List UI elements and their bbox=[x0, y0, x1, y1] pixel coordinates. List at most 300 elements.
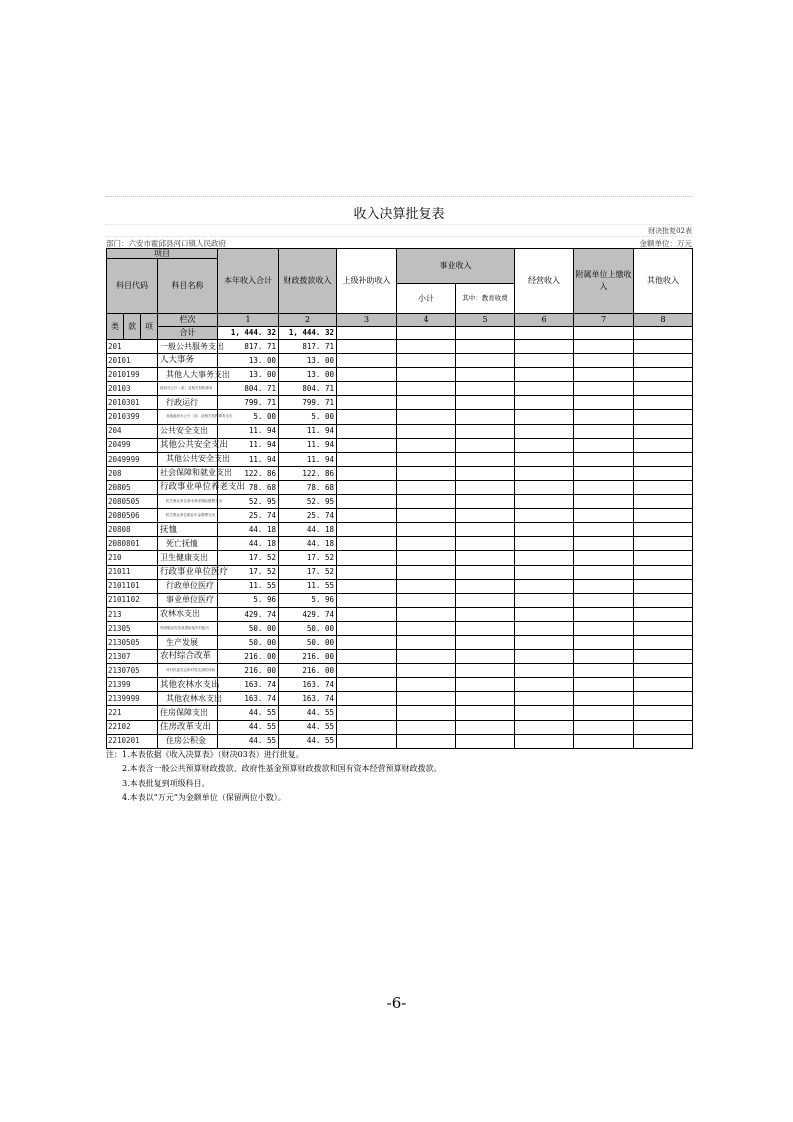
empty-cell bbox=[515, 593, 574, 607]
empty-cell bbox=[515, 424, 574, 438]
row-total-income: 216. 00 bbox=[218, 664, 279, 678]
empty-cell bbox=[456, 706, 515, 720]
empty-cell bbox=[634, 734, 693, 748]
empty-cell bbox=[574, 523, 634, 537]
row-fiscal: 78. 68 bbox=[279, 480, 337, 494]
col-no-5: 5 bbox=[456, 314, 515, 327]
empty-cell bbox=[515, 452, 574, 466]
empty-cell bbox=[634, 340, 693, 354]
title-row bbox=[106, 196, 692, 224]
empty-cell bbox=[515, 354, 574, 368]
table-row bbox=[107, 452, 693, 466]
empty-cell bbox=[397, 664, 456, 678]
row-code: 2080505 bbox=[107, 495, 158, 509]
empty-cell bbox=[397, 720, 456, 734]
table-row bbox=[107, 621, 693, 635]
row-total-income: 13. 00 bbox=[218, 368, 279, 382]
empty-cell bbox=[515, 650, 574, 664]
empty-cell bbox=[397, 706, 456, 720]
income-final-account-sheet bbox=[106, 196, 692, 809]
empty-cell bbox=[574, 495, 634, 509]
row-name: 人大事务 bbox=[158, 354, 218, 368]
empty-cell bbox=[574, 734, 634, 748]
empty-cell bbox=[397, 509, 456, 523]
empty-cell bbox=[456, 495, 515, 509]
row-code: 21011 bbox=[107, 565, 158, 579]
row-fiscal: 804. 71 bbox=[279, 382, 337, 396]
col-no-1: 1 bbox=[218, 314, 279, 327]
empty-cell bbox=[574, 452, 634, 466]
row-fiscal: 44. 18 bbox=[279, 537, 337, 551]
empty-cell bbox=[574, 635, 634, 649]
empty-cell bbox=[337, 480, 397, 494]
header-fiscal: 财政拨款收入 bbox=[279, 249, 337, 314]
row-name: 抚恤 bbox=[158, 523, 218, 537]
empty-cell bbox=[515, 579, 574, 593]
row-name: 政府办公厅（室）及相关机构事务 bbox=[158, 382, 218, 396]
empty-cell bbox=[337, 537, 397, 551]
empty-cell bbox=[456, 621, 515, 635]
row-name: 行政事业单位养老支出 bbox=[158, 480, 218, 494]
row-code: 2101102 bbox=[107, 593, 158, 607]
row-fiscal: 11. 94 bbox=[279, 424, 337, 438]
empty-cell bbox=[574, 368, 634, 382]
empty-cell bbox=[337, 382, 397, 396]
row-name: 农村综合改革 bbox=[158, 650, 218, 664]
empty-cell bbox=[337, 551, 397, 565]
row-name: 其他公共安全支出 bbox=[158, 452, 218, 466]
empty-cell bbox=[456, 678, 515, 692]
row-name: 巩固脱贫攻坚成果衔接乡村振兴 bbox=[158, 621, 218, 635]
empty-cell bbox=[456, 537, 515, 551]
empty-cell bbox=[456, 565, 515, 579]
table-row bbox=[107, 495, 693, 509]
empty-cell bbox=[337, 495, 397, 509]
row-total-income: 5. 96 bbox=[218, 593, 279, 607]
row-fiscal: 17. 52 bbox=[279, 565, 337, 579]
empty-cell bbox=[634, 678, 693, 692]
row-code: 2080506 bbox=[107, 509, 158, 523]
row-name: 其他公共安全支出 bbox=[158, 438, 218, 452]
table-code: 财决批复02表 bbox=[648, 227, 692, 235]
empty-cell bbox=[634, 720, 693, 734]
empty-cell bbox=[634, 635, 693, 649]
empty-cell bbox=[574, 438, 634, 452]
empty-cell bbox=[574, 664, 634, 678]
row-code: 2130505 bbox=[107, 635, 158, 649]
empty-cell bbox=[634, 650, 693, 664]
empty-cell bbox=[574, 382, 634, 396]
department-label: 部门：六安市霍邱县河口镇人民政府 bbox=[106, 239, 226, 248]
row-name: 机关事业单位职业年金缴费支出 bbox=[158, 509, 218, 523]
col-no-7: 7 bbox=[574, 314, 634, 327]
empty-cell bbox=[634, 480, 693, 494]
row-total-income: 429. 74 bbox=[218, 607, 279, 621]
header-business-subtotal: 小计 bbox=[397, 284, 456, 314]
row-name: 其他农林水支出 bbox=[158, 678, 218, 692]
empty-cell bbox=[574, 509, 634, 523]
empty-cell bbox=[337, 650, 397, 664]
row-total-income: 44. 18 bbox=[218, 537, 279, 551]
table-row bbox=[107, 551, 693, 565]
row-name: 行政运行 bbox=[158, 396, 218, 410]
unit-label: 金额单位：万元 bbox=[639, 239, 692, 248]
page-number: -6- bbox=[386, 994, 407, 1012]
page-title: 收入决算批复表 bbox=[353, 207, 445, 222]
empty-cell bbox=[397, 396, 456, 410]
row-code: 2010301 bbox=[107, 396, 158, 410]
empty-cell bbox=[397, 635, 456, 649]
empty-cell bbox=[574, 466, 634, 480]
empty-cell bbox=[634, 410, 693, 424]
empty-cell bbox=[456, 509, 515, 523]
empty-cell bbox=[337, 621, 397, 635]
empty-cell bbox=[574, 354, 634, 368]
empty-cell bbox=[337, 706, 397, 720]
empty-cell bbox=[515, 607, 574, 621]
table-row bbox=[107, 579, 693, 593]
empty-cell bbox=[397, 438, 456, 452]
row-total-income: 78. 68 bbox=[218, 480, 279, 494]
empty-cell bbox=[574, 340, 634, 354]
empty-cell bbox=[456, 438, 515, 452]
row-fiscal: 11. 55 bbox=[279, 579, 337, 593]
table-row bbox=[107, 466, 693, 480]
row-code: 221 bbox=[107, 706, 158, 720]
table-row bbox=[107, 410, 693, 424]
table-row bbox=[107, 354, 693, 368]
row-fiscal: 13. 00 bbox=[279, 368, 337, 382]
empty-cell bbox=[515, 495, 574, 509]
empty-cell bbox=[397, 452, 456, 466]
row-total-income: 163. 74 bbox=[218, 692, 279, 706]
empty-cell bbox=[456, 734, 515, 748]
row-name: 社会保障和就业支出 bbox=[158, 466, 218, 480]
note-3: 3.本表批复到项级科目。 bbox=[122, 778, 210, 788]
row-code: 2139999 bbox=[107, 692, 158, 706]
header-business-edu: 其中：教育收费 bbox=[456, 284, 515, 314]
row-name: 住房改革支出 bbox=[158, 720, 218, 734]
table-row bbox=[107, 678, 693, 692]
row-code: 208 bbox=[107, 466, 158, 480]
row-name: 行政事业单位医疗 bbox=[158, 565, 218, 579]
header-operating: 经营收入 bbox=[515, 249, 574, 314]
empty-cell bbox=[456, 452, 515, 466]
empty-cell bbox=[456, 551, 515, 565]
col-no-8: 8 bbox=[634, 314, 693, 327]
row-name: 生产发展 bbox=[158, 635, 218, 649]
total-income-value: 1, 444. 32 bbox=[218, 327, 279, 340]
row-name: 农林水支出 bbox=[158, 607, 218, 621]
row-name: 行政单位医疗 bbox=[158, 579, 218, 593]
row-fiscal: 50. 00 bbox=[279, 621, 337, 635]
row-code: 21307 bbox=[107, 650, 158, 664]
row-code: 204 bbox=[107, 424, 158, 438]
row-total-income: 799. 71 bbox=[218, 396, 279, 410]
empty-cell bbox=[397, 495, 456, 509]
empty-cell bbox=[515, 551, 574, 565]
empty-cell bbox=[634, 621, 693, 635]
row-fiscal: 11. 94 bbox=[279, 438, 337, 452]
empty-cell bbox=[515, 621, 574, 635]
row-code: 20808 bbox=[107, 523, 158, 537]
empty-cell bbox=[634, 438, 693, 452]
empty-cell bbox=[634, 692, 693, 706]
row-total-income: 17. 52 bbox=[218, 551, 279, 565]
empty-cell bbox=[337, 354, 397, 368]
header-affiliated: 附属单位上缴收入 bbox=[574, 249, 634, 314]
empty-cell bbox=[634, 664, 693, 678]
table-row bbox=[107, 664, 693, 678]
row-total-income: 50. 00 bbox=[218, 635, 279, 649]
empty-cell bbox=[456, 650, 515, 664]
empty-cell bbox=[634, 424, 693, 438]
empty-cell bbox=[456, 523, 515, 537]
row-name: 其他农林水支出 bbox=[158, 692, 218, 706]
notes bbox=[106, 751, 692, 809]
empty-cell bbox=[337, 466, 397, 480]
empty-cell bbox=[456, 579, 515, 593]
header-other: 其他收入 bbox=[634, 249, 693, 314]
row-code: 2130705 bbox=[107, 664, 158, 678]
empty-cell bbox=[397, 424, 456, 438]
empty-cell bbox=[515, 706, 574, 720]
row-fiscal: 44. 55 bbox=[279, 706, 337, 720]
empty-cell bbox=[337, 664, 397, 678]
row-fiscal: 44. 55 bbox=[279, 734, 337, 748]
empty-cell bbox=[634, 382, 693, 396]
empty-cell bbox=[574, 607, 634, 621]
row-total-income: 11. 94 bbox=[218, 438, 279, 452]
row-code: 2101101 bbox=[107, 579, 158, 593]
empty-cell bbox=[574, 650, 634, 664]
col-no-4: 4 bbox=[397, 314, 456, 327]
row-fiscal: 216. 00 bbox=[279, 650, 337, 664]
empty-cell bbox=[337, 438, 397, 452]
row-fiscal: 25. 74 bbox=[279, 509, 337, 523]
empty-cell bbox=[456, 720, 515, 734]
empty-cell bbox=[515, 635, 574, 649]
row-total-income: 5. 00 bbox=[218, 410, 279, 424]
col-no-3: 3 bbox=[337, 314, 397, 327]
empty-cell bbox=[456, 396, 515, 410]
empty-cell bbox=[634, 579, 693, 593]
empty-cell bbox=[574, 579, 634, 593]
table-row bbox=[107, 480, 693, 494]
row-total-income: 122. 86 bbox=[218, 466, 279, 480]
empty-cell bbox=[397, 523, 456, 537]
row-code: 21399 bbox=[107, 678, 158, 692]
row-fiscal: 163. 74 bbox=[279, 678, 337, 692]
row-name: 一般公共服务支出 bbox=[158, 340, 218, 354]
row-fiscal: 163. 74 bbox=[279, 692, 337, 706]
empty-cell bbox=[515, 382, 574, 396]
row-fiscal: 44. 55 bbox=[279, 720, 337, 734]
total-label: 合计 bbox=[158, 327, 218, 340]
header-subject-name: 科目名称 bbox=[158, 259, 218, 314]
empty-cell bbox=[397, 734, 456, 748]
empty-cell bbox=[337, 579, 397, 593]
empty-cell bbox=[515, 509, 574, 523]
empty-cell bbox=[456, 466, 515, 480]
empty-cell bbox=[456, 424, 515, 438]
empty-cell bbox=[634, 354, 693, 368]
empty-cell bbox=[634, 523, 693, 537]
row-name: 事业单位医疗 bbox=[158, 593, 218, 607]
table-row bbox=[107, 635, 693, 649]
empty-cell bbox=[574, 593, 634, 607]
col-no-2: 2 bbox=[279, 314, 337, 327]
empty-cell bbox=[515, 466, 574, 480]
empty-cell bbox=[634, 509, 693, 523]
row-code: 20103 bbox=[107, 382, 158, 396]
row-total-income: 13. 00 bbox=[218, 354, 279, 368]
row-code: 201 bbox=[107, 340, 158, 354]
empty-cell bbox=[337, 523, 397, 537]
table-row bbox=[107, 396, 693, 410]
header-item: 项目 bbox=[107, 249, 218, 259]
table-row bbox=[107, 706, 693, 720]
header-total-income: 本年收入合计 bbox=[218, 249, 279, 314]
empty-cell bbox=[574, 720, 634, 734]
empty-cell bbox=[397, 692, 456, 706]
header-entry: 项 bbox=[141, 314, 158, 340]
row-fiscal: 5. 00 bbox=[279, 410, 337, 424]
header-column-no: 栏次 bbox=[158, 314, 218, 327]
empty-cell bbox=[515, 565, 574, 579]
empty-cell bbox=[337, 720, 397, 734]
row-fiscal: 17. 52 bbox=[279, 551, 337, 565]
empty-cell bbox=[397, 537, 456, 551]
empty-cell bbox=[337, 509, 397, 523]
row-total-income: 44. 55 bbox=[218, 706, 279, 720]
row-total-income: 216. 00 bbox=[218, 650, 279, 664]
empty-cell bbox=[515, 438, 574, 452]
table-row bbox=[107, 734, 693, 748]
empty-cell bbox=[515, 692, 574, 706]
empty-cell bbox=[397, 678, 456, 692]
empty-cell bbox=[397, 382, 456, 396]
row-name: 住房保障支出 bbox=[158, 706, 218, 720]
note-2: 2.本表含一般公共预算财政拨款、政府性基金预算财政拨款和国有资本经营预算财政拨款。 bbox=[122, 764, 442, 774]
row-code: 2010199 bbox=[107, 368, 158, 382]
table-row bbox=[107, 368, 693, 382]
table-code-row bbox=[106, 224, 692, 236]
income-table bbox=[106, 248, 693, 749]
empty-cell bbox=[574, 678, 634, 692]
row-total-income: 25. 74 bbox=[218, 509, 279, 523]
row-fiscal: 50. 00 bbox=[279, 635, 337, 649]
row-total-income: 50. 00 bbox=[218, 621, 279, 635]
header-class: 类 bbox=[107, 314, 124, 340]
row-name: 其他人大事务支出 bbox=[158, 368, 218, 382]
row-code: 20499 bbox=[107, 438, 158, 452]
empty-cell bbox=[515, 410, 574, 424]
table-row bbox=[107, 720, 693, 734]
row-fiscal: 11. 94 bbox=[279, 452, 337, 466]
empty-cell bbox=[515, 734, 574, 748]
row-code: 20805 bbox=[107, 480, 158, 494]
row-code: 20101 bbox=[107, 354, 158, 368]
row-fiscal: 799. 71 bbox=[279, 396, 337, 410]
note-1: 注：1.本表依据《收入决算表》（财决03表）进行批复。 bbox=[106, 749, 304, 759]
empty-cell bbox=[397, 593, 456, 607]
empty-cell bbox=[634, 537, 693, 551]
row-code: 22102 bbox=[107, 720, 158, 734]
table-row bbox=[107, 607, 693, 621]
table-row bbox=[107, 593, 693, 607]
row-name: 卫生健康支出 bbox=[158, 551, 218, 565]
empty-cell bbox=[456, 607, 515, 621]
empty-cell bbox=[337, 368, 397, 382]
header-business: 事业收入 bbox=[397, 249, 515, 284]
empty-cell bbox=[634, 466, 693, 480]
row-total-income: 11. 94 bbox=[218, 424, 279, 438]
empty-cell bbox=[574, 480, 634, 494]
empty-cell bbox=[574, 621, 634, 635]
row-code: 2210201 bbox=[107, 734, 158, 748]
row-code: 210 bbox=[107, 551, 158, 565]
row-fiscal: 52. 95 bbox=[279, 495, 337, 509]
empty-cell bbox=[397, 621, 456, 635]
empty-cell bbox=[574, 410, 634, 424]
row-name: 住房公积金 bbox=[158, 734, 218, 748]
row-name: 对村民委员会和村党支部的补助 bbox=[158, 664, 218, 678]
empty-cell bbox=[574, 565, 634, 579]
table-row bbox=[107, 424, 693, 438]
empty-cell bbox=[397, 340, 456, 354]
note-4: 4.本表以“万元”为金额单位（保留两位小数）。 bbox=[122, 793, 286, 803]
row-code: 2049999 bbox=[107, 452, 158, 466]
empty-cell bbox=[397, 650, 456, 664]
empty-cell bbox=[397, 480, 456, 494]
department-row bbox=[106, 236, 692, 248]
row-code: 213 bbox=[107, 607, 158, 621]
empty-cell bbox=[456, 340, 515, 354]
empty-cell bbox=[337, 692, 397, 706]
row-name: 死亡抚恤 bbox=[158, 537, 218, 551]
empty-cell bbox=[337, 410, 397, 424]
row-name: 其他政府办公厅（室）及相关机构事务支出 bbox=[158, 410, 218, 424]
row-total-income: 44. 55 bbox=[218, 734, 279, 748]
total-fiscal-value: 1, 444. 32 bbox=[279, 327, 337, 340]
empty-cell bbox=[634, 706, 693, 720]
table-row bbox=[107, 565, 693, 579]
empty-cell bbox=[397, 551, 456, 565]
row-code: 2010399 bbox=[107, 410, 158, 424]
row-code: 21305 bbox=[107, 621, 158, 635]
empty-cell bbox=[456, 635, 515, 649]
empty-cell bbox=[634, 565, 693, 579]
row-fiscal: 122. 86 bbox=[279, 466, 337, 480]
table-body bbox=[107, 340, 693, 749]
row-fiscal: 5. 96 bbox=[279, 593, 337, 607]
empty-cell bbox=[456, 410, 515, 424]
empty-cell bbox=[397, 607, 456, 621]
table-row bbox=[107, 509, 693, 523]
empty-cell bbox=[574, 537, 634, 551]
empty-cell bbox=[515, 340, 574, 354]
empty-cell bbox=[337, 396, 397, 410]
empty-cell bbox=[337, 734, 397, 748]
empty-cell bbox=[515, 480, 574, 494]
empty-cell bbox=[397, 410, 456, 424]
row-fiscal: 817. 71 bbox=[279, 340, 337, 354]
empty-cell bbox=[337, 593, 397, 607]
table-header bbox=[107, 249, 693, 340]
empty-cell bbox=[337, 452, 397, 466]
empty-cell bbox=[337, 424, 397, 438]
